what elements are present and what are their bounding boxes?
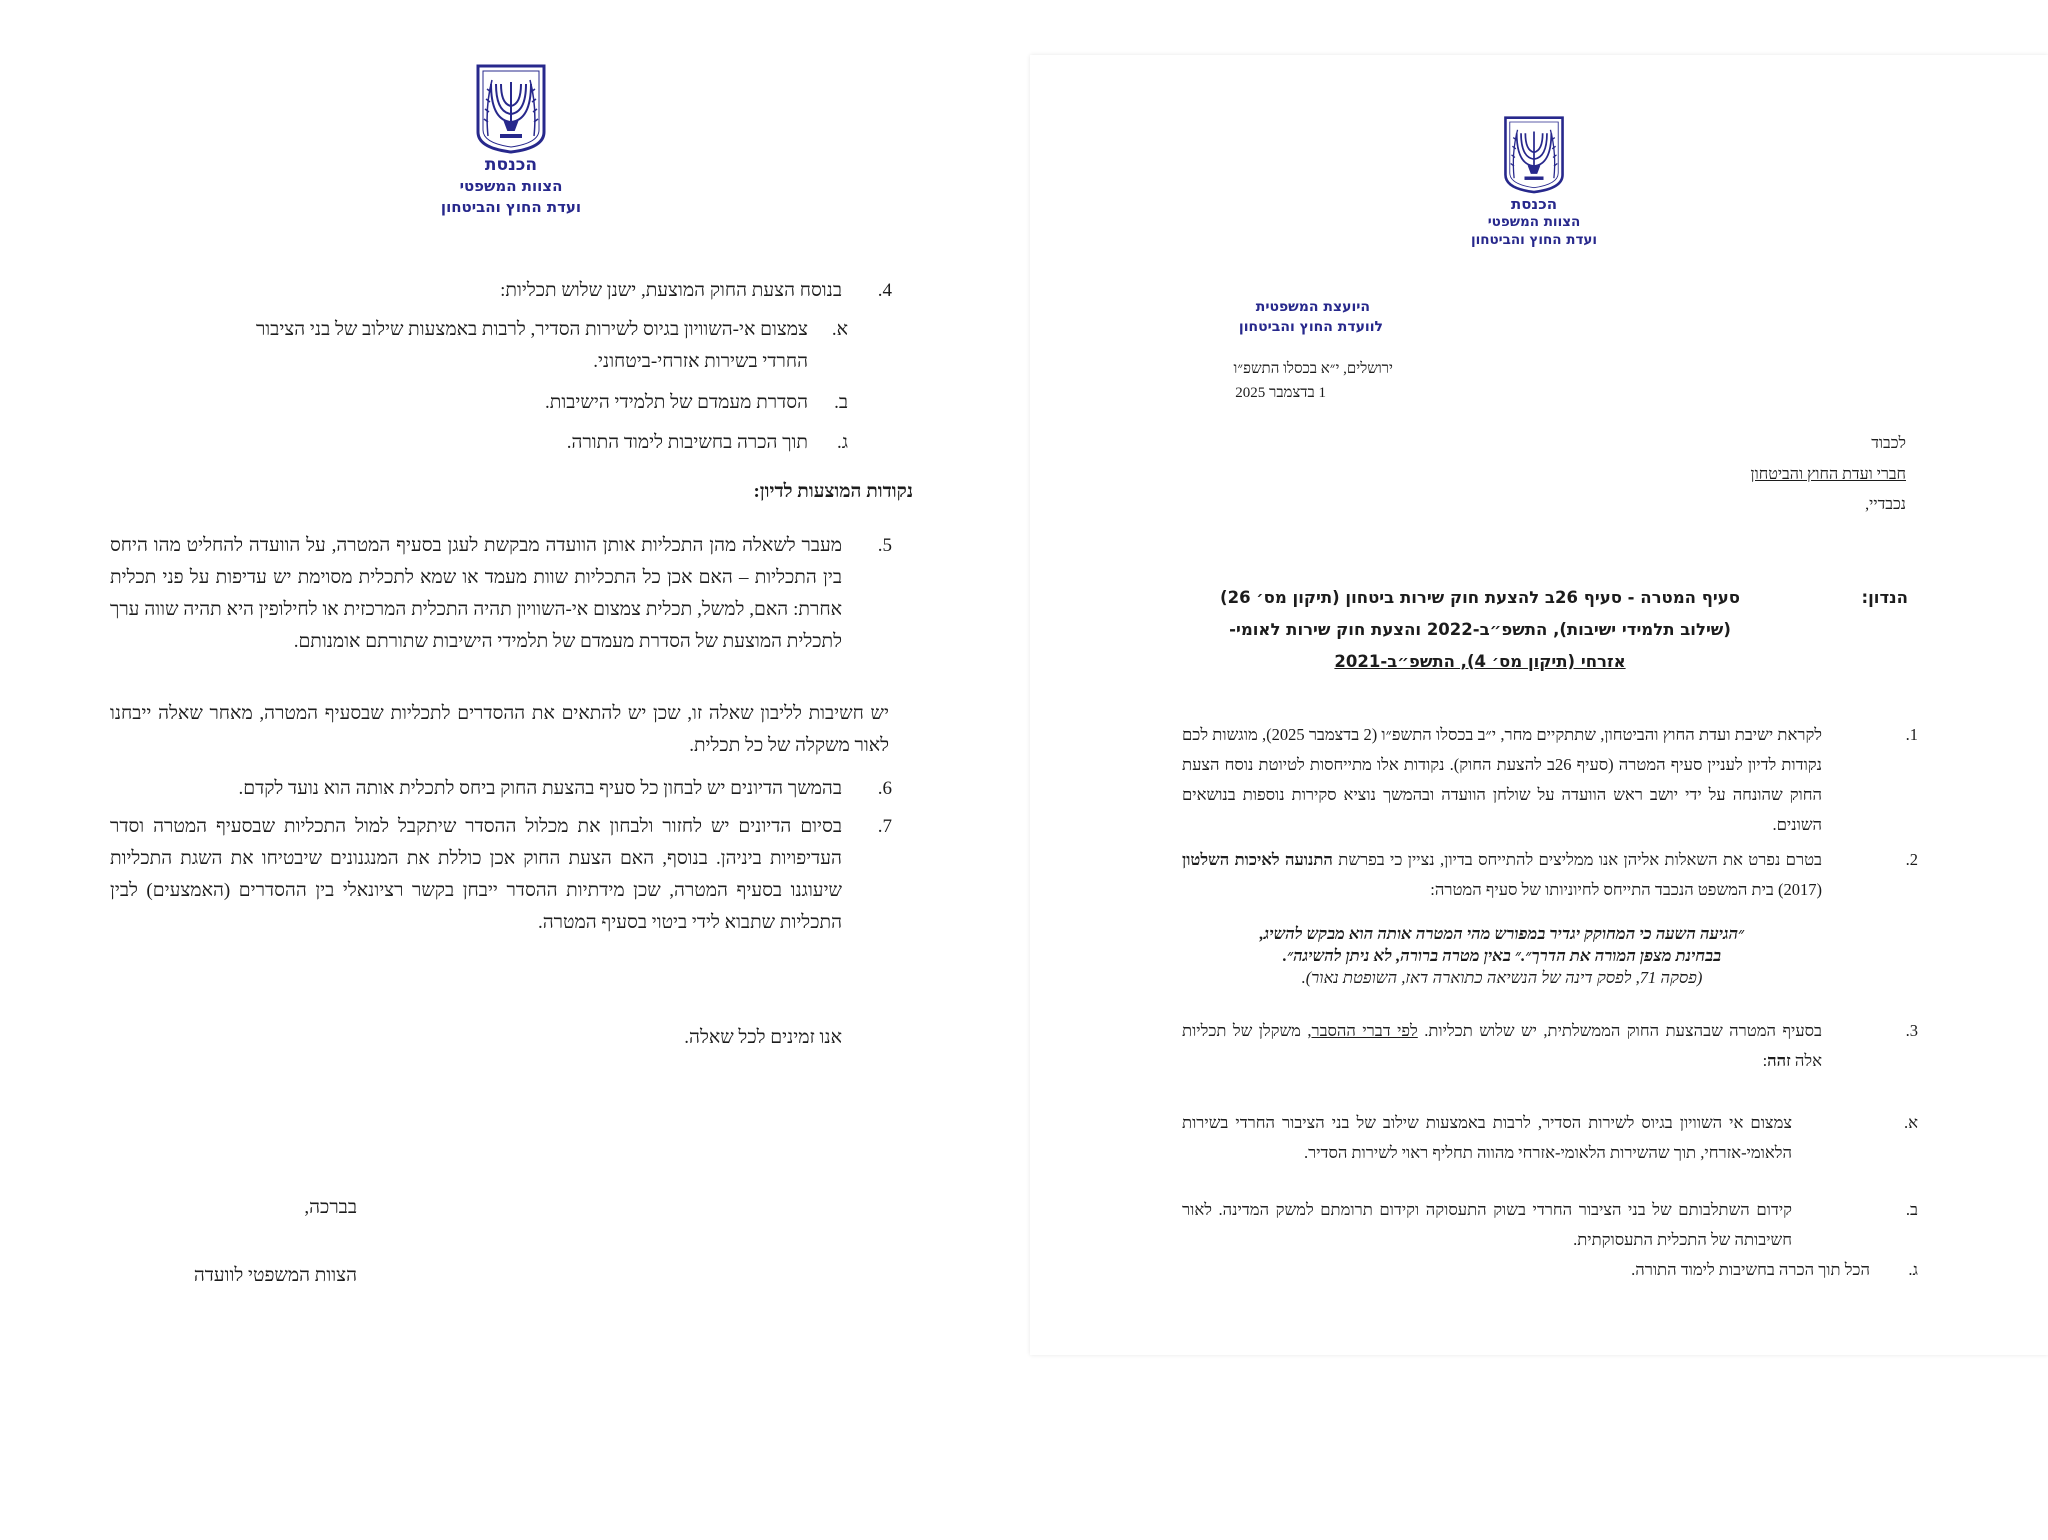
subject-line: אזרחי (תיקון מס׳ 4), התשפ״ב-2021 xyxy=(1334,652,1626,671)
sub-item-text: קידום השתלבותם של בני הציבור החרדי בשוק התעסוקה וקידום תרומתם למשק המדינה. לאור חשיבותה של התכלית התעסוקתית. xyxy=(1182,1200,1792,1249)
paragraph-2-text: בטרם נפרט את השאלות אליהן אנו ממליצים להתייחס בדיון, נציין כי בפרשת xyxy=(1332,850,1822,869)
committee-name: ועדת החוץ והביטחון xyxy=(1470,232,1598,248)
sub-item-text: צמצום אי השוויון בגיוס לשירות הסדיר, לרבות באמצעות שילוב של בני הציבור החרדי בשירות הלאומי-אזרחי, תוך שהשירות הלאומי-אזרחי מהווה תחליף ראוי לשירות הסדיר. xyxy=(1182,1113,1792,1162)
subject-line: (שילוב תלמידי ישיבות), התשפ״ב-2022 והצעת חוק שירות לאומי- xyxy=(1229,620,1731,639)
date-gregorian: 1 בדצמבר 2025 xyxy=(1235,385,1326,401)
item-number: 5. xyxy=(877,535,892,556)
item-number: 7. xyxy=(877,816,892,837)
subject-line: סעיף המטרה - סעיף 26ב להצעת חוק שירות ביטחון (תיקון מס׳ 26) xyxy=(1220,588,1740,607)
sub-item-number: א. xyxy=(1903,1113,1918,1132)
sub-item-number: א. xyxy=(831,319,848,340)
court-quote: בבחינת מצפן המורה את הדרך״.״ באין מטרה ברורה, לא ניתן להשיגה״. xyxy=(1282,946,1722,965)
item-text: בנוסח הצעת החוק המוצעת, ישנן שלוש תכליות: xyxy=(500,280,842,301)
paragraph-2-text: (2017) בית המשפט הנכבד התייחס לחיוניותו של סעיף המטרה: xyxy=(1430,880,1822,899)
item-number: 6. xyxy=(877,778,892,799)
paragraph-7: בסיום הדיונים יש לחזור ולבחון את מכלול ההסדר שיתקבל למול התכליות שבסעיף המטרה וסדר העדיפויות ביניהן. בנוסף, האם הצעת החוק אכן כוללת את המנגנונים שיבטיחו את השגת התכליות שיעוגנו בסעיף המטרה, שכן מידתיות ההסדר ייבחן בקשר רציונאלי בין ההסדרים (האמצעים) לבין התכליות שתבוא לידי ביטוי בסעיף המטרה. xyxy=(110,816,842,933)
sub-item-number: ב. xyxy=(834,392,848,413)
sub-item-text: החרדי בשירות אזרחי-ביטחוני. xyxy=(593,351,808,372)
knesset-emblem-icon xyxy=(1502,114,1566,194)
paragraph-6: בהמשך הדיונים יש לבחון כל סעיף בהצעת החוק ביחס לתכלית אותה הוא נועד לקדם. xyxy=(238,778,842,799)
team-name: הצוות המשפטי xyxy=(459,177,563,195)
item-number: 3. xyxy=(1905,1021,1918,1040)
paragraph-3-text: בסעיף המטרה שבהצעת החוק הממשלתית, יש שלוש תכליות. xyxy=(1417,1021,1822,1040)
section-heading: נקודות המוצעות לדיון: xyxy=(753,481,913,502)
addressee-title: לכבוד xyxy=(1871,435,1906,452)
paragraph-5: מעבר לשאלה מהן התכליות אותן הוועדה מבקשת לעגן בסעיף המטרה, על הוועדה להחליט מהו היחס בין התכליות – האם אכן כל התכליות שוות מעמד או שמא לתכלית מסוימת יש עדיפות על פני תכלית אחרת: האם, למשל, תכלית צמצום אי-השוויון תהיה התכלית המרכזית או לחילופין היא תהיה שווה ערך לתכלית המוצעת של הסדרת מעמדם של תלמידי הישיבות שתורתם אומנותם. xyxy=(110,535,842,652)
institution-name: הכנסת xyxy=(1510,195,1558,213)
item-number: 2. xyxy=(1905,850,1918,869)
team-name: הצוות המשפטי xyxy=(1487,214,1581,230)
paragraph-2 xyxy=(1182,845,1822,905)
court-quote: ״הגיעה השעה כי המחוקק יגדיר במפורש מהי המטרה אותה הוא מבקש להשיג, xyxy=(1259,924,1745,943)
blessing: בברכה, xyxy=(304,1197,357,1218)
sub-item-number: ג. xyxy=(836,432,848,453)
sender-committee: לוועדת החוץ והביטחון xyxy=(1238,319,1383,335)
salutation: נכבדיי, xyxy=(1865,496,1906,513)
paragraph-1: לקראת ישיבת ועדת החוץ והביטחון, שתתקיים מחר, י״ב בכסלו התשפ״ו (2 בדצמבר 2025), מוגשות לכם נקודות לדיון לעניין סעיף המטרה (סעיף 26ב להצעת החוק). נקודות אלו מתייחסות לטיוטת נוסח הצעת החוק שהונחה על ידי יושב ראש הוועדה על שולחן הוועדה ובהמשך נוציא סקירות נוספות בנושאים השונים. xyxy=(1182,725,1822,834)
sub-item-number: ג. xyxy=(1908,1260,1918,1279)
quote-citation: (פסקה 71, לפסק דינה של הנשיאה כתוארה דאז, השופטת נאור). xyxy=(1301,968,1703,987)
sender-title: היועצת המשפטית xyxy=(1255,299,1370,315)
sub-item-text: תוך הכרה בחשיבות לימוד התורה. xyxy=(566,432,808,453)
paragraph-3 xyxy=(1182,1016,1822,1076)
closing-line: אנו זמינים לכל שאלה. xyxy=(684,1027,842,1048)
paragraph-3-text: : xyxy=(1762,1051,1768,1070)
committee-name: ועדת החוץ והביטחון xyxy=(440,198,582,216)
sub-item-text: הכל תוך הכרה בחשיבות לימוד התורה. xyxy=(1631,1260,1870,1279)
institution-name: הכנסת xyxy=(484,155,538,175)
sub-item-number: ב. xyxy=(1905,1200,1918,1219)
paragraph-5-cont: יש חשיבות לליבון שאלה זו, שכן יש להתאים את ההסדרים לתכליות שבסעיף המטרה, מאחר שאלה ייבחנו לאור משקלה של כל תכלית. xyxy=(110,703,889,756)
signature: הצוות המשפטי לוועדה xyxy=(193,1265,357,1286)
addressee: חברי ועדת החוץ והביטחון xyxy=(1750,466,1906,483)
sub-item-text: הסדרת מעמדם של תלמידי הישיבות. xyxy=(545,392,808,413)
emphasis: זהה xyxy=(1767,1051,1791,1070)
case-name: התנועה לאיכות השלטון xyxy=(1182,850,1333,869)
explanatory-notes-link[interactable]: לפי דברי ההסבר xyxy=(1311,1021,1418,1040)
paragraph-3-text: , משקלן של תכליות אלה xyxy=(1182,1021,1822,1070)
right-letter-page xyxy=(1030,55,2048,1355)
item-number: 1. xyxy=(1905,725,1918,744)
subject-label: הנדון: xyxy=(1861,588,1908,607)
item-number: 4. xyxy=(877,280,892,301)
sub-item-text: צמצום אי-השוויון בגיוס לשירות הסדיר, לרבות באמצעות שילוב של בני הציבור xyxy=(255,319,808,340)
knesset-emblem-icon xyxy=(474,62,548,154)
date-hebrew: ירושלים, י״א בכסלו התשפ״ו xyxy=(1233,361,1393,377)
